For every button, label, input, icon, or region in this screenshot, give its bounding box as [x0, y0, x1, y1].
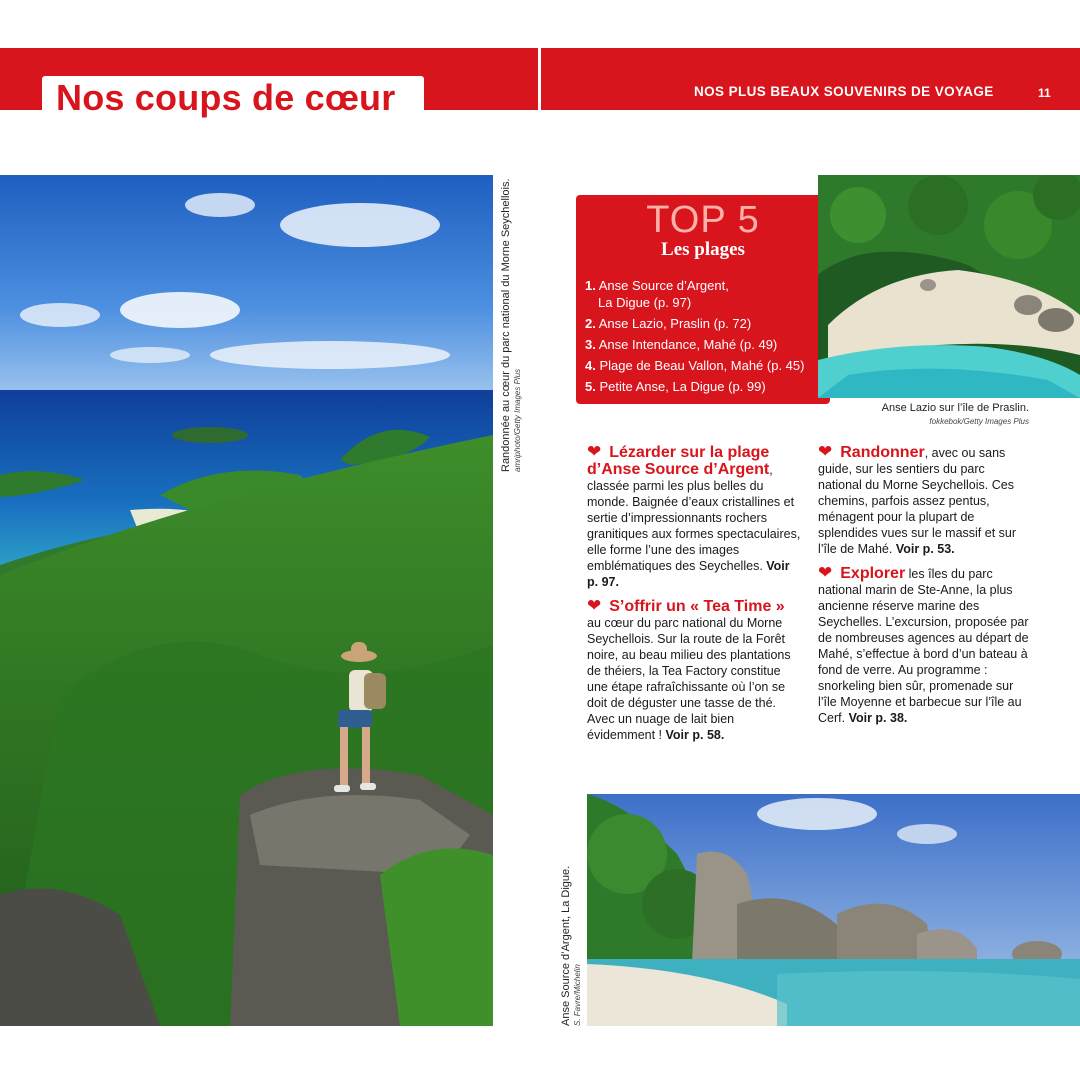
top5-item: 1. Anse Source d’Argent, La Digue (p. 97): [585, 278, 729, 310]
entry-randonner: ❤ Randonner, avec ou sans guide, sur les sentiers du parc national du Morne Seychellois. Ces chemins, parfois assez pentus, ménagent pour la plupart de splendides vues sur le massif et sur l’île de Mahé. Voir p. 53.: [818, 442, 1017, 556]
top5-list: [585, 277, 825, 399]
main-photo-hiker: [0, 175, 493, 1026]
text-column-right: [818, 444, 1030, 734]
top5-item: 2. Anse Lazio, Praslin (p. 72): [585, 316, 752, 331]
page-reference: Voir p. 58.: [665, 728, 725, 742]
top5-item: 3. Anse Intendance, Mahé (p. 49): [585, 337, 778, 352]
entry-heading: Lézarder sur la plage d’Anse Source d’Argent: [587, 444, 770, 478]
heart-icon: ❤: [818, 563, 833, 582]
entry-heading: Explorer: [840, 565, 906, 582]
page-reference: Voir p. 97.: [587, 559, 790, 589]
top5-box: [576, 195, 830, 404]
entry-tea-time: ❤ S’offrir un « Tea Time » au cœur du parc national du Morne Seychellois. Sur la route de la Forêt noire, au beau milieu des plantations de théiers, la Tea Factory constitue une étape rafraîchissante où l’on se doit de déguster une tasse de thé. Avec un nuage de lait bien évidemment ! Voir p. 58.: [587, 596, 791, 742]
section-title: Nos coups de cœur: [56, 77, 396, 118]
heart-icon: ❤: [587, 596, 602, 615]
page-number: 11: [1038, 86, 1051, 100]
entry-heading: Randonner: [840, 444, 925, 461]
page-reference: Voir p. 53.: [895, 542, 955, 556]
photo-anse-lazio-credit: fokkebok/Getty Images Plus: [929, 417, 1029, 426]
top5-subtitle: Les plages: [661, 239, 745, 260]
main-photo-caption: Randonnée au cœur du parc national du Morne Seychellois. amriphoto/Getty Images Plus: [500, 178, 522, 472]
photo-anse-lazio: [818, 175, 1080, 398]
page-reference: Voir p. 38.: [848, 711, 908, 725]
running-head: NOS PLUS BEAUX SOUVENIRS DE VOYAGE: [694, 84, 994, 99]
top5-title: TOP 5: [646, 199, 760, 241]
photo-anse-lazio-caption: Anse Lazio sur l’île de Praslin.: [881, 402, 1029, 414]
header-band-right: [541, 48, 1080, 110]
entry-heading: S’offrir un « Tea Time »: [609, 598, 785, 615]
photo-anse-source-argent: [587, 794, 1080, 1026]
bottom-photo-caption: Anse Source d’Argent, La Digue. S. Favre/Michelin: [560, 865, 582, 1026]
entry-lezarder: ❤ Lézarder sur la plage d’Anse Source d’Argent, classée parmi les plus belles du monde. Baignée d’eaux cristallines et sertie d’impressionnants rochers granitiques aux formes spectaculaires, elle forme l’une des images emblématiques des Seychelles. Voir p. 97.: [587, 442, 801, 589]
heart-icon: ❤: [818, 442, 833, 461]
top5-item: 4. Plage de Beau Vallon, Mahé (p. 45): [585, 358, 805, 373]
entry-explorer: ❤ Explorer les îles du parc national marin de Ste-Anne, la plus ancienne réserve marine des Seychelles. L’excursion, proposée par de nombreuses agences au départ de Mahé, s’effectue à bord d’un bateau à fond de verre. Au programme : snorkeling bien sûr, promenade sur l’île Moyenne et barbecue sur l’île au Cerf. Voir p. 38.: [818, 563, 1029, 725]
heart-icon: ❤: [587, 442, 602, 461]
text-column-left: [587, 444, 802, 751]
top5-item: 5. Petite Anse, La Digue (p. 99): [585, 379, 766, 394]
